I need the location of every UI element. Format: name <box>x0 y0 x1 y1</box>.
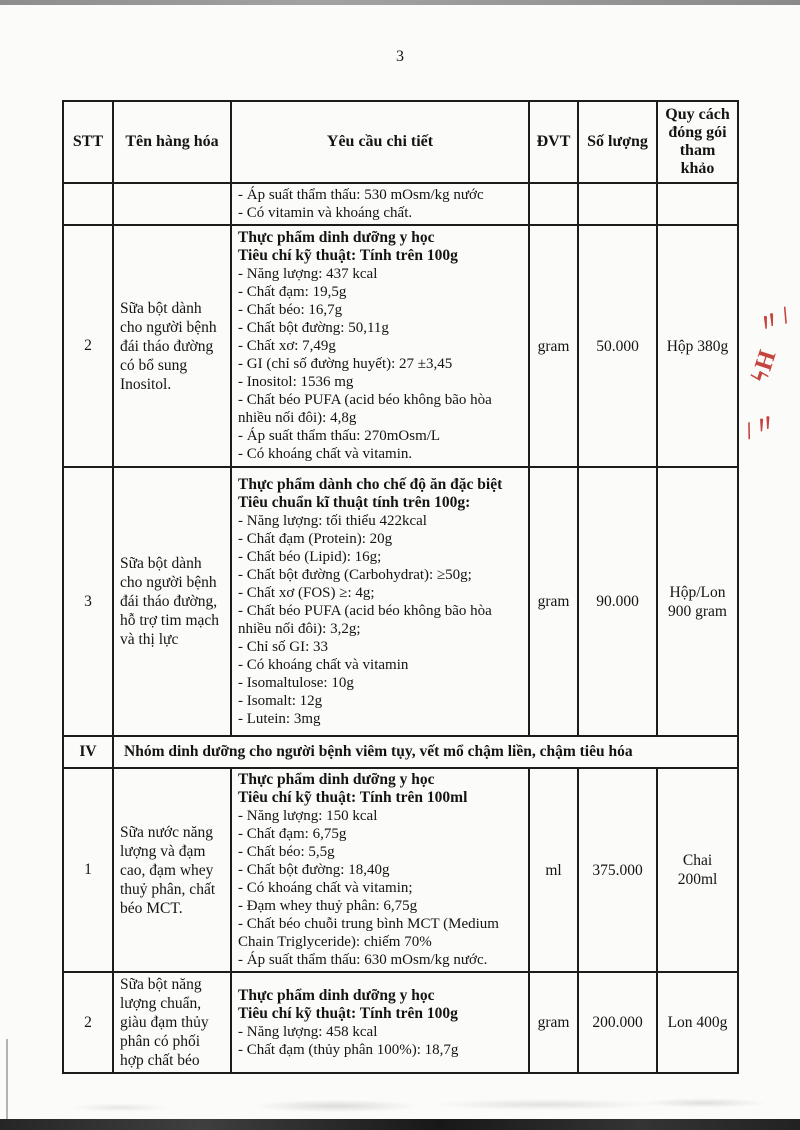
detail-line: - Năng lượng: tối thiểu 422kcal <box>238 512 427 529</box>
cell-stt: 2 <box>63 225 113 467</box>
detail-line: Thực phẩm dành cho chế độ ăn đặc biệt <box>238 475 503 493</box>
scan-edge-bottom <box>0 1119 800 1130</box>
cell-stt: 1 <box>63 768 113 972</box>
detail-line: - Năng lượng: 458 kcal <box>238 1023 378 1040</box>
cell-details <box>231 183 529 225</box>
detail-line: - Isomalt: 12g <box>238 692 323 709</box>
detail-line: - Có khoáng chất và vitamin. <box>238 446 413 462</box>
cell-details <box>231 972 529 1073</box>
header-product-name: Tên hàng hóa <box>113 101 231 183</box>
cell-stt: 2 <box>63 972 113 1073</box>
header-unit: ĐVT <box>529 101 578 183</box>
detail-line: - Đạm whey thuỷ phân: 6,75g <box>238 898 418 914</box>
handwritten-red-ink-mark-1: 〃/ <box>753 301 796 340</box>
detail-line: - Chỉ số GI: 33 <box>238 638 328 655</box>
cell-packaging: Chai 200ml <box>657 768 738 972</box>
header-quantity: Số lượng <box>578 101 657 183</box>
cell-product-name: Sữa nước năng lượng và đạm cao, đạm whey thuỷ phân, chất béo MCT. <box>113 768 231 972</box>
detail-line: Tiêu chuẩn kĩ thuật tính trên 100g: <box>238 493 471 511</box>
detail-line: Tiêu chí kỹ thuật: Tính trên 100g <box>238 247 458 264</box>
detail-line: - Chất đạm: 19,5g <box>238 284 347 300</box>
cell-packaging <box>657 183 738 225</box>
detail-line: - Isomaltulose: 10g <box>238 674 354 691</box>
detail-line: - Áp suất thẩm thấu: 630 mOsm/kg nước. <box>238 952 488 968</box>
detail-line: - Chất đạm: 6,75g <box>238 826 347 842</box>
cell-stt <box>63 183 113 225</box>
cell-product-name: Sữa bột dành cho người bệnh đái tháo đường, hỗ trợ tim mạch và thị lực <box>113 467 231 736</box>
cell-packaging: Hộp 380g <box>657 225 738 467</box>
detail-line: - Chất đạm (thủy phân 100%): 18,7g <box>238 1041 459 1058</box>
handwritten-red-ink-mark-3: /〃 <box>741 408 784 445</box>
cell-quantity: 375.000 <box>578 768 657 972</box>
detail-line: - Năng lượng: 437 kcal <box>238 266 378 282</box>
scan-edge-top <box>0 0 800 5</box>
cell-details <box>231 768 529 972</box>
detail-line: - GI (chỉ số đường huyết): 27 ±3,45 <box>238 356 453 372</box>
detail-line: - Chất béo: 16,7g <box>238 302 343 318</box>
detail-line: - Chất béo (Lipid): 16g; <box>238 548 382 565</box>
cell-product-name <box>113 183 231 225</box>
detail-line: - Chất béo chuỗi trung bình MCT (Medium Chain Triglyceride): chiếm 70% <box>238 916 499 950</box>
detail-line: - Chất xơ: 7,49g <box>238 338 336 354</box>
cell-quantity: 50.000 <box>578 225 657 467</box>
cell-details <box>231 467 529 736</box>
scan-edge-left <box>6 1039 8 1119</box>
cell-unit: gram <box>529 467 578 736</box>
detail-line: - Năng lượng: 150 kcal <box>238 808 378 824</box>
detail-line: - Có khoáng chất và vitamin; <box>238 880 413 896</box>
detail-line: - Chất bột đường (Carbohydrat): ≥50g; <box>238 566 472 583</box>
section-number: IV <box>63 736 113 768</box>
table-row-item-iv-2 <box>63 972 738 1073</box>
table-row-item-iv-1 <box>63 768 738 972</box>
detail-line: - Chất đạm (Protein): 20g <box>238 530 393 547</box>
header-packaging: Quy cách đóng gói tham khảo <box>657 101 738 183</box>
detail-line: - Chất béo PUFA (acid béo không bão hòa nhiều nối đôi): 4,8g <box>238 392 492 426</box>
cell-quantity <box>578 183 657 225</box>
table-header-row <box>63 101 738 183</box>
cell-packaging: Hộp/Lon 900 gram <box>657 467 738 736</box>
section-title: Nhóm dinh dưỡng cho người bệnh viêm tụy, vết mổ chậm liền, chậm tiêu hóa <box>113 736 738 768</box>
header-stt: STT <box>63 101 113 183</box>
detail-line: - Chất bột đường: 18,40g <box>238 862 390 878</box>
table-section-row-iv <box>63 736 738 768</box>
cell-unit: ml <box>529 768 578 972</box>
detail-line: Thực phẩm dinh dưỡng y học <box>238 986 435 1004</box>
detail-line: - Chất xơ (FOS) ≥: 4g; <box>238 584 375 601</box>
cell-unit <box>529 183 578 225</box>
scan-smudge <box>0 1088 800 1118</box>
detail-line: - Chất béo PUFA (acid béo không bão hòa nhiều nối đôi): 3,2g; <box>238 602 492 637</box>
detail-line: - Áp suất thẩm thấu: 530 mOsm/kg nước <box>238 187 484 203</box>
product-requirements-table <box>62 100 739 1074</box>
page-number: 3 <box>396 48 404 65</box>
handwritten-red-ink-mark-2: ϟΗ <box>746 345 782 386</box>
table-row-continuation <box>63 183 738 225</box>
cell-packaging: Lon 400g <box>657 972 738 1073</box>
table-row-item-2 <box>63 225 738 467</box>
cell-quantity: 200.000 <box>578 972 657 1073</box>
detail-line: Thực phẩm dinh dưỡng y học <box>238 771 435 788</box>
cell-stt: 3 <box>63 467 113 736</box>
cell-unit: gram <box>529 225 578 467</box>
detail-line: Tiêu chí kỹ thuật: Tính trên 100g <box>238 1004 458 1022</box>
detail-line: - Inositol: 1536 mg <box>238 374 354 390</box>
detail-line: Thực phẩm dinh dưỡng y học <box>238 229 435 246</box>
detail-line: - Lutein: 3mg <box>238 710 321 727</box>
cell-product-name: Sữa bột dành cho người bệnh đái tháo đường có bổ sung Inositol. <box>113 225 231 467</box>
detail-line: Tiêu chí kỹ thuật: Tính trên 100ml <box>238 789 468 806</box>
header-details: Yêu cầu chi tiết <box>231 101 529 183</box>
detail-line: - Chất bột đường: 50,11g <box>238 320 389 336</box>
cell-unit: gram <box>529 972 578 1073</box>
table-row-item-3 <box>63 467 738 736</box>
detail-line: - Áp suất thẩm thấu: 270mOsm/L <box>238 428 441 444</box>
cell-product-name: Sữa bột năng lượng chuẩn, giàu đạm thủy phân có phối hợp chất béo <box>113 972 231 1073</box>
detail-line: - Có khoáng chất và vitamin <box>238 656 409 673</box>
cell-quantity: 90.000 <box>578 467 657 736</box>
detail-line: - Có vitamin và khoáng chất. <box>238 205 413 221</box>
cell-details <box>231 225 529 467</box>
detail-line: - Chất béo: 5,5g <box>238 844 335 860</box>
